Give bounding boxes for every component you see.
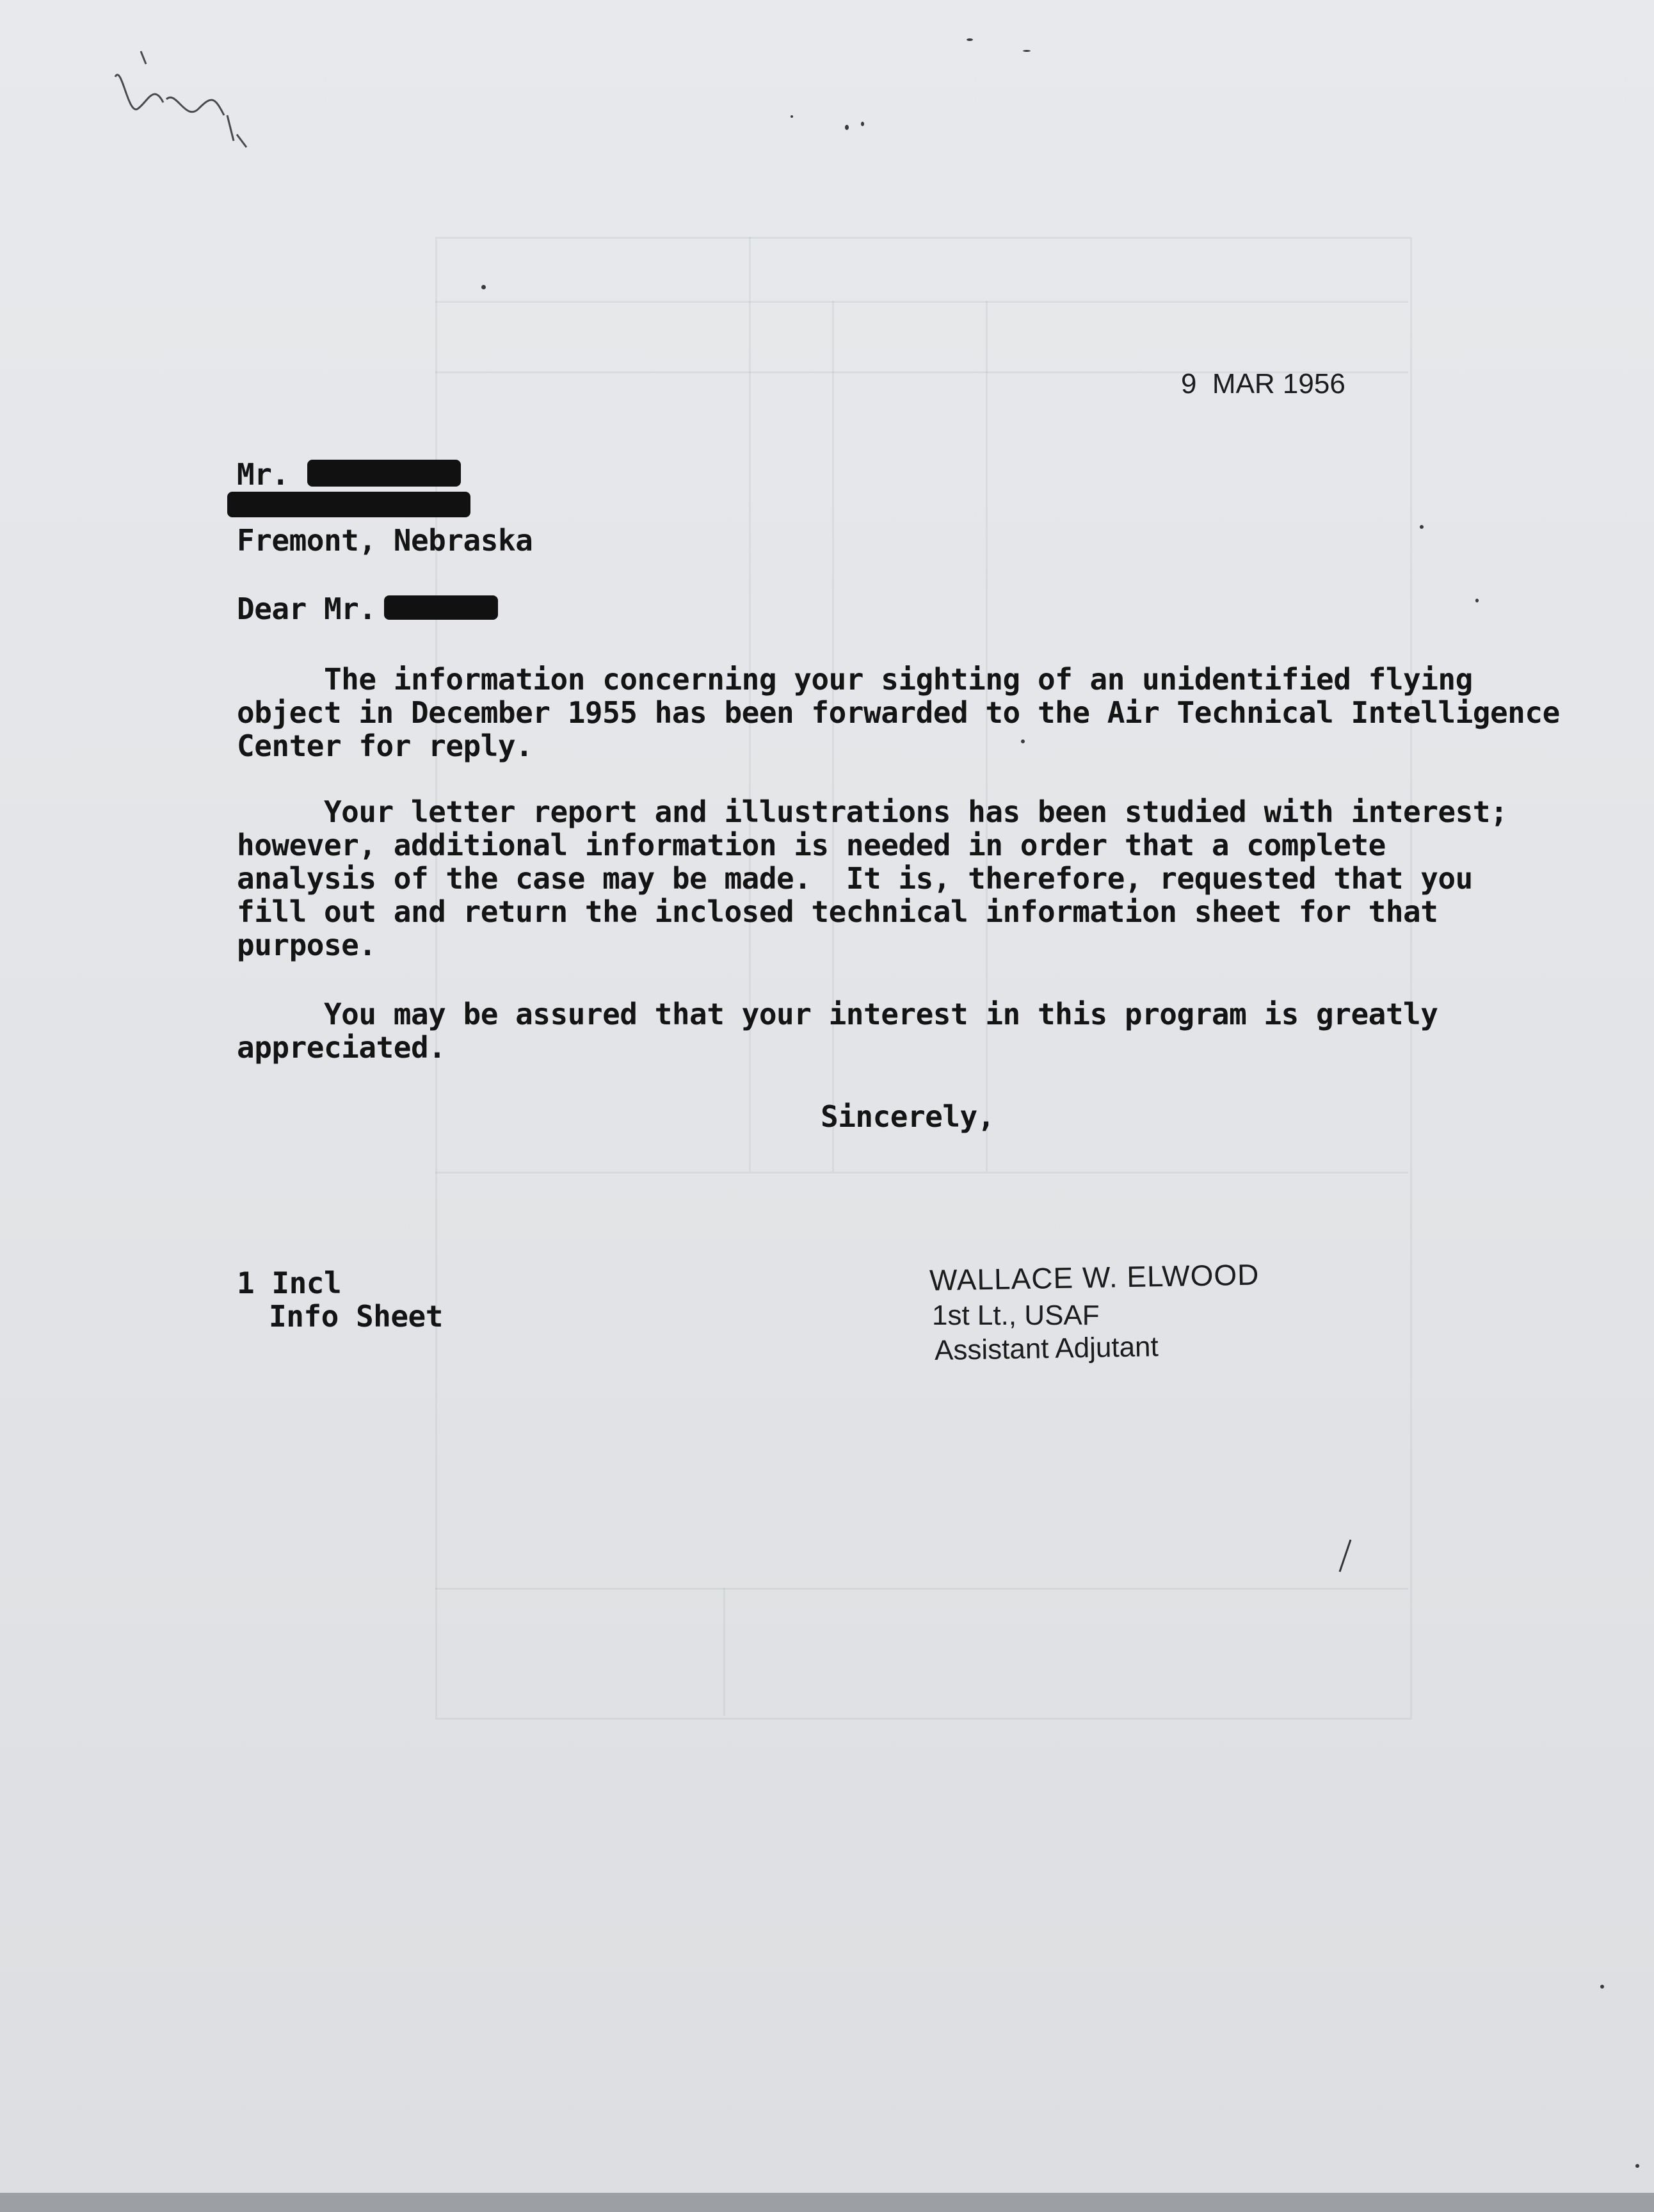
body-paragraph-2-line-3: analysis of the case may be made. It is, therefore, requested that you (237, 861, 1473, 896)
date-stamp: 9 MAR 1956 (1181, 368, 1345, 400)
addressee-city-state: Fremont, Nebraska (237, 523, 533, 558)
body-paragraph-2-line-4: fill out and return the inclosed technical information sheet for that (237, 894, 1438, 929)
body-paragraph-2-line-5: purpose. (237, 928, 376, 962)
addressee-title: Mr. (237, 457, 289, 492)
enclosure-count: 1 Incl (237, 1266, 342, 1300)
body-paragraph-2-line-2: however, additional information is needed in order that a complete (237, 828, 1386, 862)
handwritten-mark (102, 38, 256, 154)
bleed-through-rule (435, 1172, 1408, 1174)
enclosure-item: Info Sheet (269, 1299, 443, 1334)
scan-edge (0, 2193, 1654, 2212)
redacted-salutation-name (384, 595, 498, 620)
pencil-mark (1335, 1537, 1354, 1575)
bleed-through-rule (986, 301, 988, 1172)
body-paragraph-3-line-1: You may be assured that your interest in this program is greatly (237, 997, 1438, 1031)
body-paragraph-2-line-1: Your letter report and illustrations has been studied with interest; (237, 795, 1508, 829)
redacted-street-address (227, 492, 470, 517)
salutation: Dear Mr. (237, 592, 376, 626)
signature-rank: 1st Lt., USAF (932, 1300, 1100, 1331)
bleed-through-rule (723, 1588, 725, 1716)
bleed-through-rule (435, 1588, 1408, 1590)
body-paragraph-1-line-3: Center for reply. (237, 729, 533, 763)
body-paragraph-1-line-2: object in December 1955 has been forwarded to the Air Technical Intelligence (237, 695, 1560, 730)
signature-title: Assistant Adjutant (934, 1330, 1159, 1367)
bleed-through-form (435, 237, 1412, 1720)
signature-name: WALLACE W. ELWOOD (929, 1257, 1260, 1297)
bleed-through-rule (435, 301, 1408, 303)
closing: Sincerely, (821, 1099, 995, 1134)
body-paragraph-1-line-1: The information concerning your sighting of an unidentified flying (237, 662, 1473, 697)
body-paragraph-3-line-2: appreciated. (237, 1030, 446, 1065)
redacted-addressee-name (307, 460, 461, 487)
bleed-through-rule (832, 301, 834, 1172)
